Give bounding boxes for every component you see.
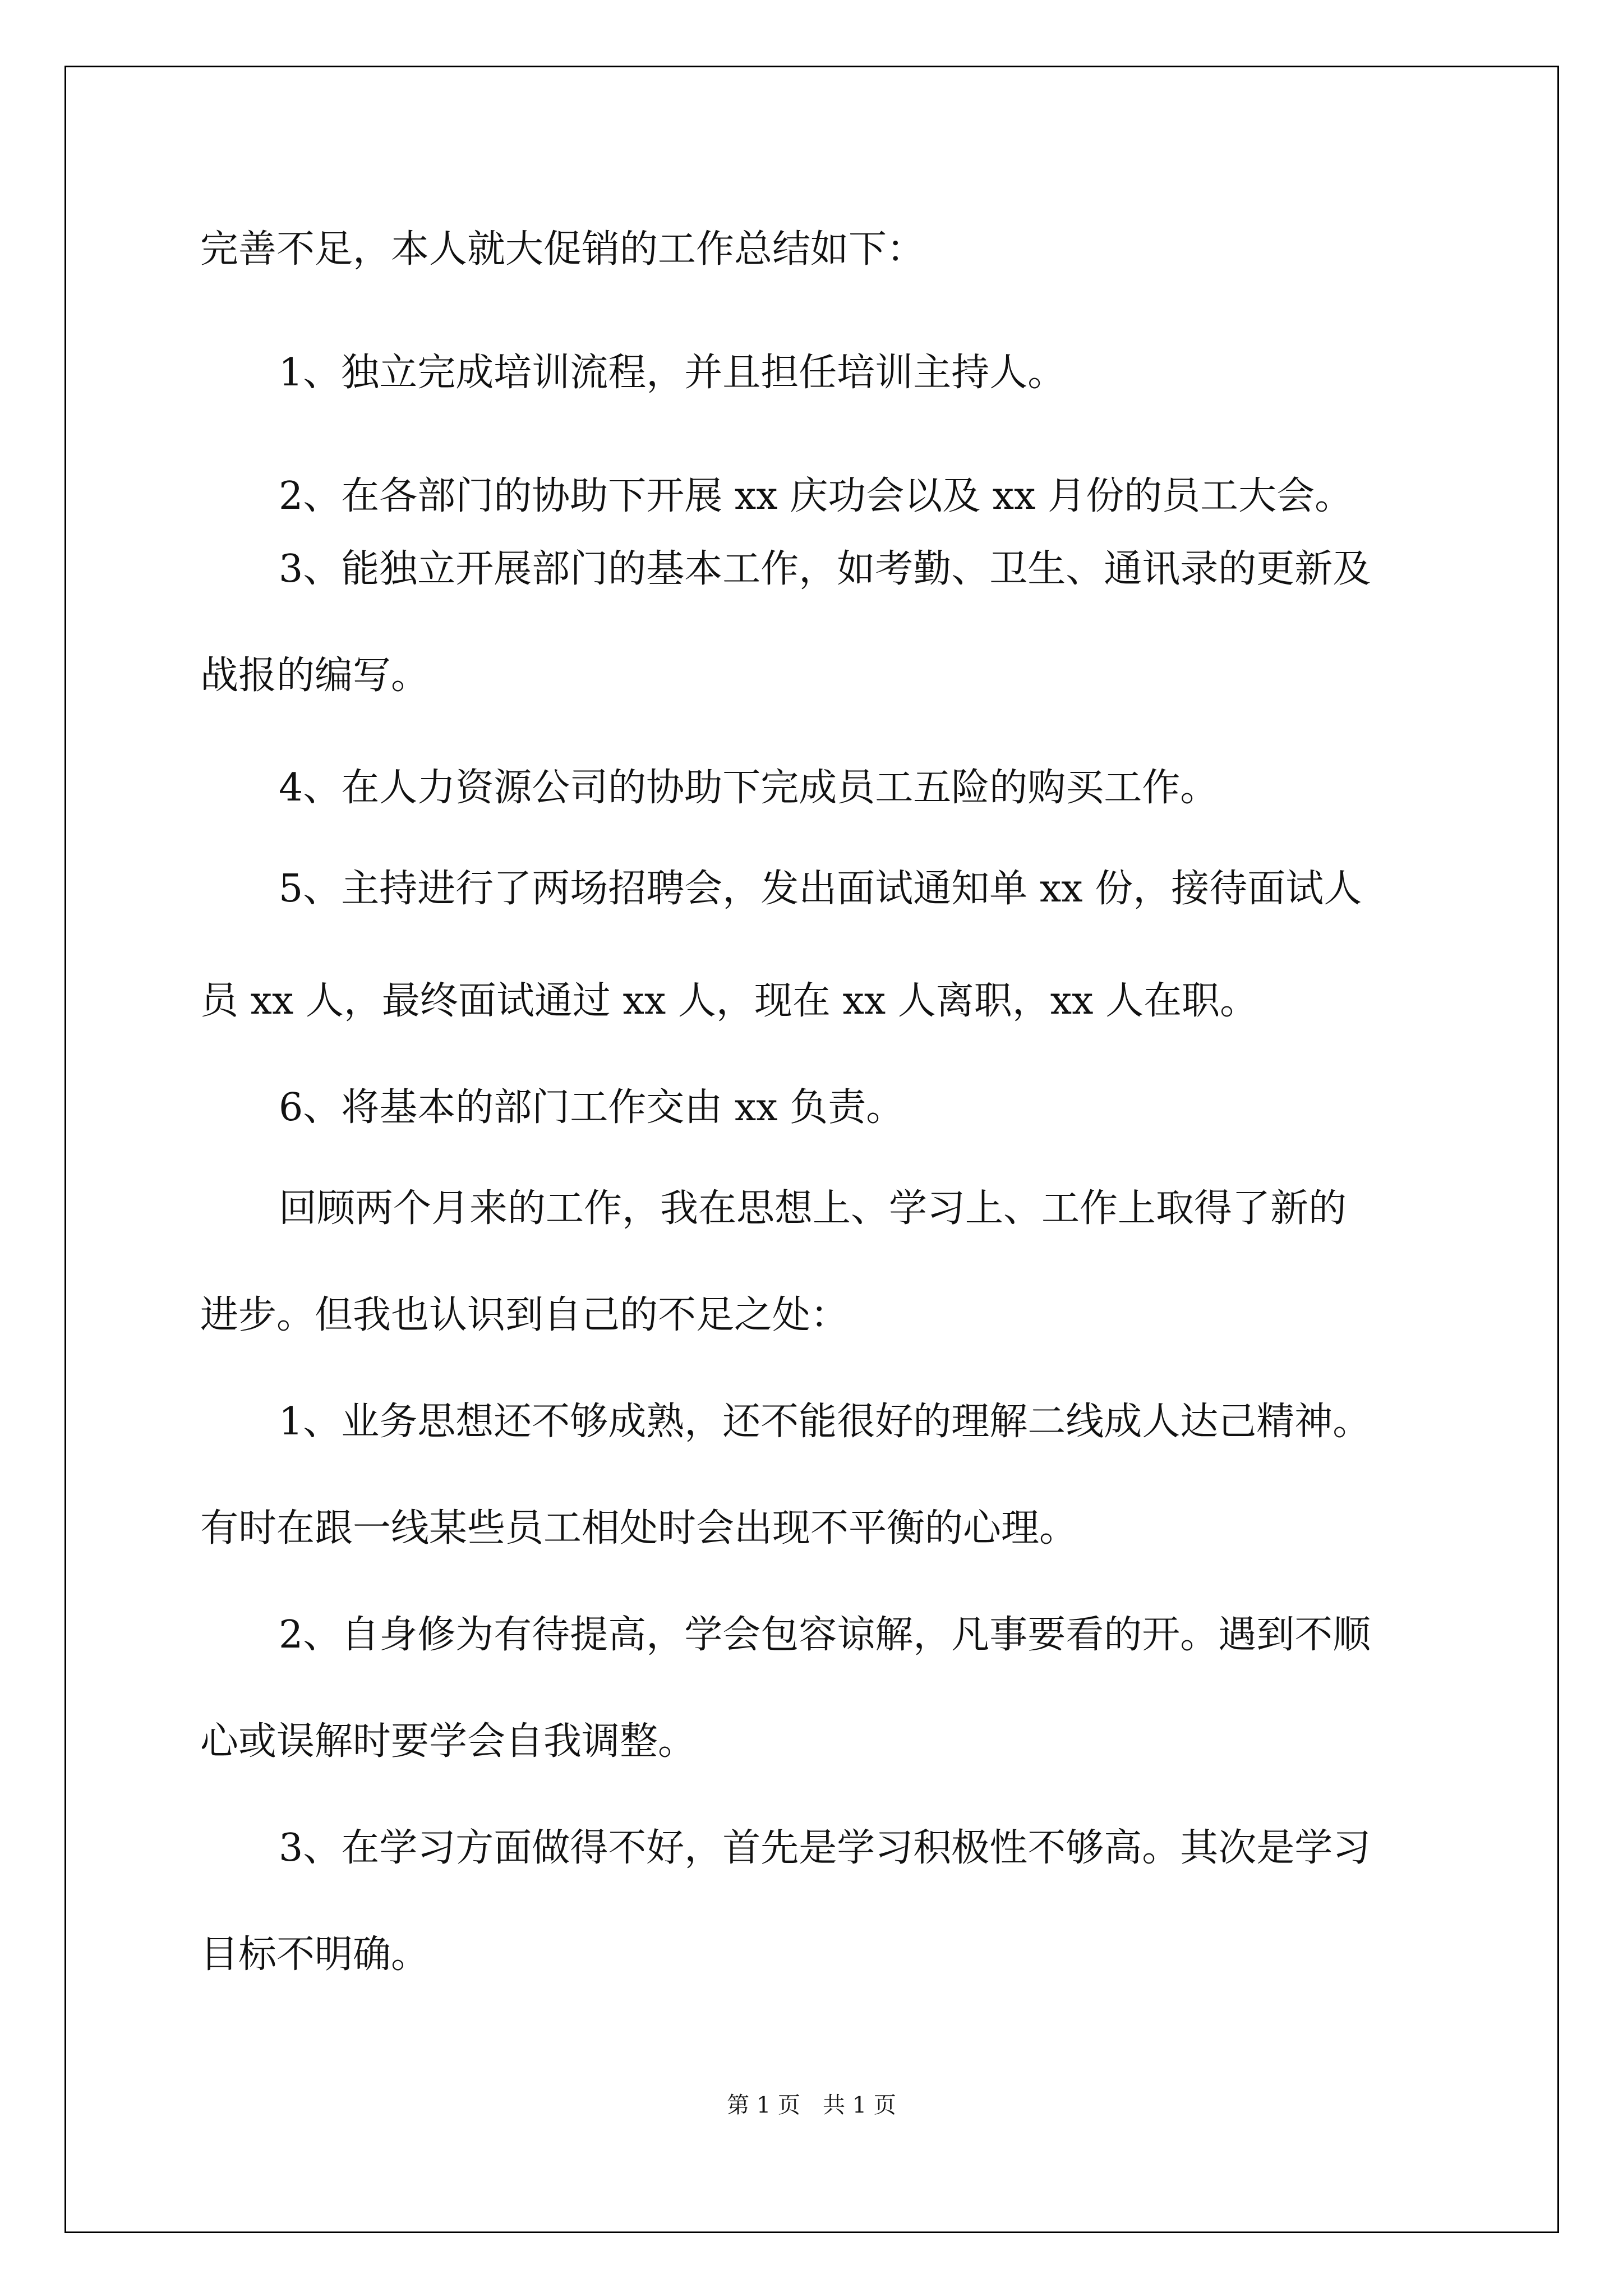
- page-number-total: 共 1 页: [823, 2092, 896, 2118]
- text-line-14: 2、自身修为有待提高，学会包容谅解，凡事要看的开。遇到不顺: [279, 1613, 1371, 1657]
- text-line-8: 员 xx 人，最终面试通过 xx 人，现在 xx 人离职，xx 人在职。: [200, 979, 1258, 1023]
- text-line-9: 6、将基本的部门工作交由 xx 负责。: [279, 1085, 905, 1130]
- text-line-11: 进步。但我也认识到自己的不足之处：: [200, 1293, 849, 1337]
- text-line-3: 2、在各部门的协助下开展 xx 庆功会以及 xx 月份的员工大会。: [279, 474, 1353, 518]
- text-line-6: 4、在人力资源公司的协助下完成员工五险的购买工作。: [279, 766, 1219, 810]
- text-line-7: 5、主持进行了两场招聘会，发出面试通知单 xx 份，接待面试人: [279, 867, 1362, 911]
- text-line-16: 3、在学习方面做得不好，首先是学习积极性不够高。其次是学习: [279, 1826, 1371, 1870]
- page-number-current: 第 1 页: [727, 2092, 800, 2118]
- text-line-12: 1、业务思想还不够成熟，还不能很好的理解二线成人达己精神。: [279, 1400, 1371, 1444]
- text-line-5: 战报的编写。: [200, 654, 430, 698]
- text-line-10: 回顾两个月来的工作，我在思想上、学习上、工作上取得了新的: [279, 1186, 1347, 1231]
- text-line-15: 心或误解时要学会自我调整。: [200, 1719, 697, 1764]
- text-line-17: 目标不明确。: [200, 1932, 430, 1977]
- text-line-4: 3、能独立开展部门的基本工作，如考勤、卫生、通讯录的更新及: [279, 547, 1371, 591]
- text-line-1: 完善不足，本人就大促销的工作总结如下：: [200, 227, 925, 272]
- page-footer: [0, 2091, 1623, 2119]
- text-line-2: 1、独立完成培训流程，并且担任培训主持人。: [279, 351, 1066, 395]
- text-line-13: 有时在跟一线某些员工相处时会出现不平衡的心理。: [200, 1506, 1078, 1550]
